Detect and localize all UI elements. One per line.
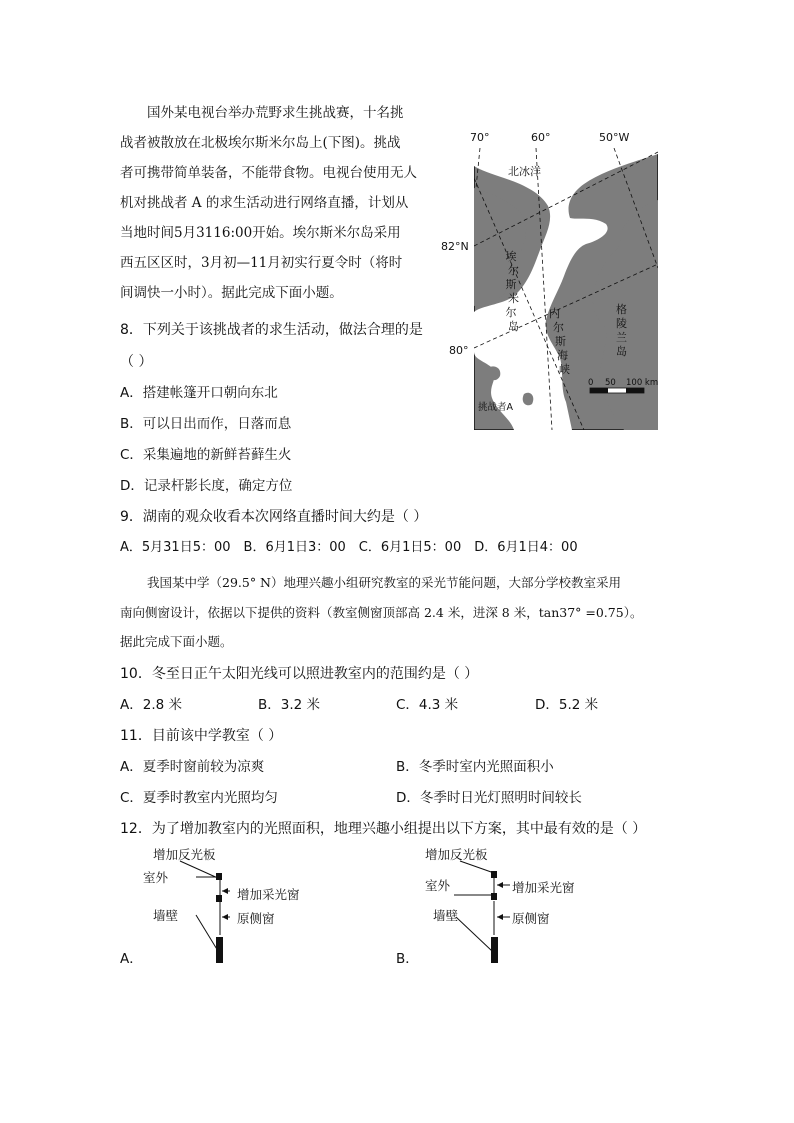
reflector-label: 增加反光板 [153, 847, 216, 862]
outside-label: 室外 [143, 870, 169, 885]
intro-line: 据此完成下面小题。 [120, 634, 233, 649]
new-window-label: 增加采光窗 [237, 887, 300, 902]
intro-line: 西五区区时，3月初—11月初实行夏令时（将时 [120, 255, 403, 271]
nares-strait-label: 内 尔 斯 海 峡 [549, 307, 570, 376]
ellesmere-label: 埃 尔 斯 米 尔 岛 [505, 250, 519, 333]
question-paren: （ ） [120, 354, 153, 370]
reflector-label: 增加反光板 [425, 847, 488, 862]
scale-bar [590, 388, 644, 393]
question-stem: 9．湖南的观众收看本次网络直播时间大约是（ ） [120, 509, 428, 525]
orig-window-label: 原侧窗 [512, 911, 550, 926]
option-d: D．冬季时日光灯照明时间较长 [396, 790, 582, 806]
island [523, 393, 534, 406]
arctic-ocean-label: 北冰洋 [508, 165, 541, 178]
scale-label: 100 km [626, 378, 659, 388]
lat-label: 80° [449, 344, 469, 357]
outside-label: 室外 [425, 878, 451, 893]
option-b: B．可以日出而作，日落而息 [120, 416, 292, 432]
intro-line: 国外某电视台举办荒野求生挑战赛，十名挑 [147, 105, 404, 121]
option-c: C．夏季时教室内光照均匀 [120, 790, 278, 806]
question-stem: 12．为了增加教室内的光照面积，地理兴趣小组提出以下方案，其中最有效的是（ ） [120, 821, 647, 837]
greenland-label: 格 陵 兰 岛 [616, 303, 627, 358]
option-b: B．3.2 米 [258, 697, 321, 713]
option-d: D．5.2 米 [535, 697, 599, 713]
option-a: A．搭建帐篷开口朝向东北 [120, 385, 278, 401]
options-line: A．5月31日5：00 B．6月1日3：00 C．6月1日5：00 D．6月1日4：00 [120, 540, 578, 555]
lat-label: 82°N [441, 240, 469, 253]
diagram-b-drawing [420, 855, 560, 970]
scale-label: 0 [588, 378, 594, 388]
option-b: B．冬季时室内光照面积小 [396, 759, 554, 775]
intro-line: 当地时间5月3116:00开始。埃尔斯米尔岛采用 [120, 225, 401, 241]
option-c: C．4.3 米 [396, 697, 459, 713]
wall-label: 墙壁 [153, 908, 179, 923]
diagram-a-drawing [140, 855, 280, 970]
intro-line: 我国某中学（29.5° N）地理兴趣小组研究教室的采光节能问题，大部分学校教室采用 [147, 575, 621, 590]
lon-label: 60° [531, 131, 551, 144]
option-a: A．2.8 米 [120, 697, 182, 713]
diagram-letter-a: A． [120, 951, 143, 967]
lon-label: 70° [470, 131, 490, 144]
intro-line: 南向侧窗设计，依据以下提供的资料（教室侧窗顶部高 2.4 米，进深 8 米，tan37° =0.75）。 [120, 605, 643, 620]
orig-window-label: 原侧窗 [237, 911, 275, 926]
lon-label: 50°W [599, 131, 630, 144]
intro-line: 间调快一小时）。据此完成下面小题。 [120, 285, 343, 301]
intro-line: 战者被散放在北极埃尔斯米尔岛上(下图)。挑战 [120, 135, 401, 151]
option-c: C．采集遍地的新鲜苔藓生火 [120, 447, 292, 463]
new-window-label: 增加采光窗 [512, 880, 575, 895]
scale-label: 50 [605, 378, 616, 388]
question-stem: 10．冬至日正午太阳光线可以照进教室内的范围约是（ ） [120, 666, 479, 682]
option-a: A．夏季时窗前较为凉爽 [120, 759, 265, 775]
intro-line: 者可携带简单装备，不能带食物。电视台使用无人 [120, 165, 417, 181]
wall-label: 墙壁 [433, 908, 459, 923]
option-d: D．记录杆影长度，确定方位 [120, 478, 293, 494]
question-stem: 11．目前该中学教室（ ） [120, 728, 283, 744]
question-stem: 8．下列关于该挑战者的求生活动，做法合理的是 [120, 322, 423, 338]
diagram-letter-b: B． [396, 951, 419, 967]
intro-line: 机对挑战者 A 的求生活动进行网络直播，计划从 [120, 195, 409, 211]
challenger-label: 挑战者A [478, 402, 513, 413]
